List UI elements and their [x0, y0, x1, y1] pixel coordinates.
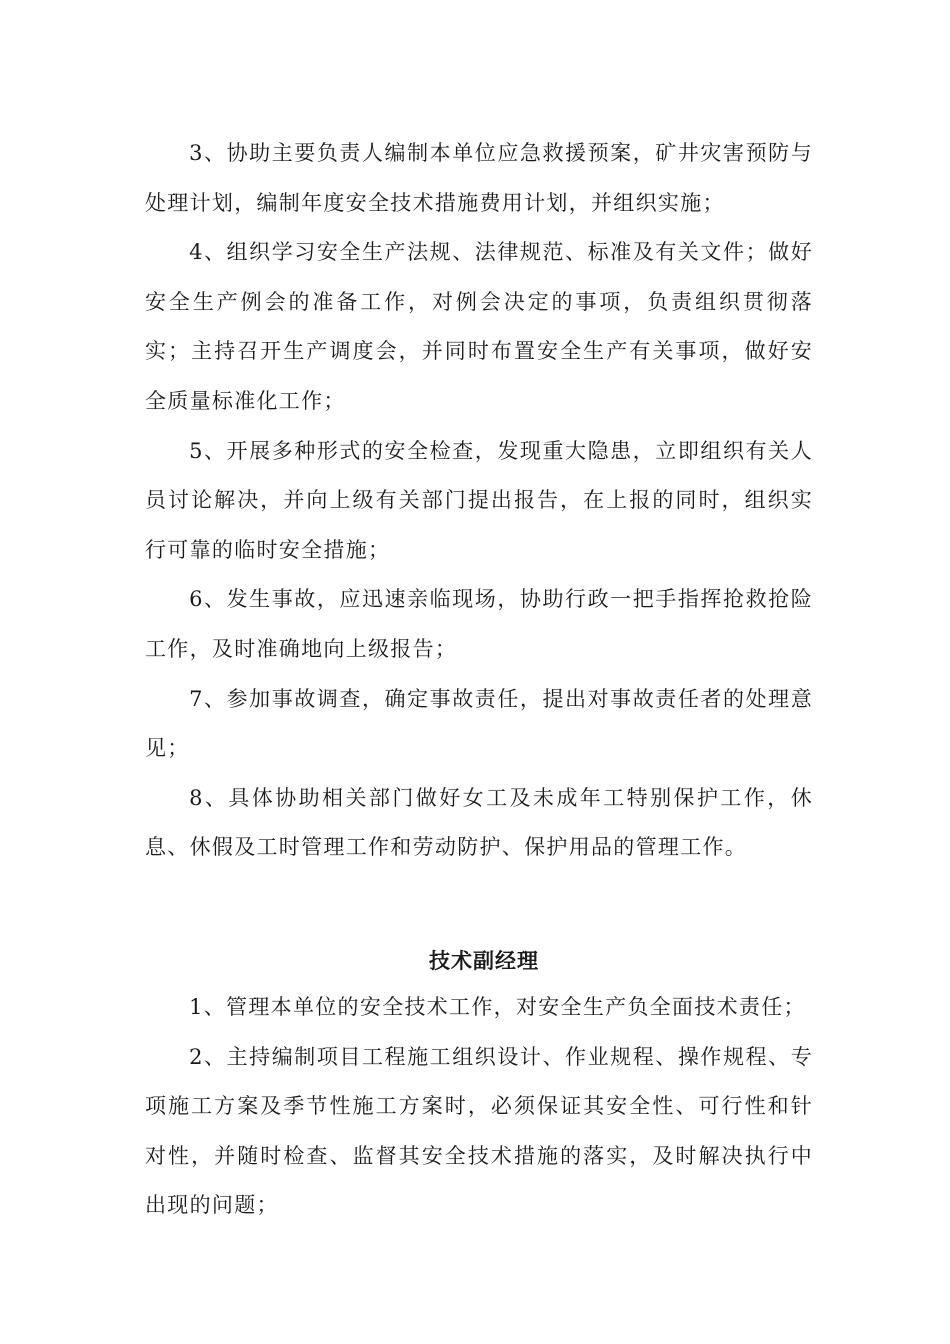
section-heading-technical-deputy-manager: 技术副经理: [429, 948, 539, 973]
tech-duty-item-1: 1、管理本单位的安全技术工作，对安全生产负全面技术责任；: [189, 994, 806, 1019]
duty-item-6: 6、发生事故，应迅速亲临现场，协助行政一把手指挥抢救抢险工作，及时准确地向上级报告；: [145, 587, 813, 661]
duty-item-3: 3、协助主要负责人编制本单位应急救援预案，矿井灾害预防与处理计划，编制年度安全技术措施费用计划，并组织实施；: [145, 141, 813, 215]
duty-item-4: 4、组织学习安全生产法规、法律规范、标准及有关文件；做好安全生产例会的准备工作，对例会决定的事项，负责组织贯彻落实；主持召开生产调度会，并同时布置安全生产有关事项，做好安全质量标准化工作；: [145, 240, 813, 413]
tech-duty-item-2: 2、主持编制项目工程施工组织设计、作业规程、操作规程、专项施工方案及季节性施工方案时，必须保证其安全性、可行性和针对性，并随时检查、监督其安全技术措施的落实，及时解决执行中出现的问题；: [145, 1044, 813, 1218]
duty-item-5: 5、开展多种形式的安全检查，发现重大隐患，立即组织有关人员讨论解决，并向上级有关部门提出报告，在上报的同时，组织实行可靠的临时安全措施；: [145, 438, 813, 562]
section-technical-deputy-manager: [145, 983, 813, 1231]
document-page: [145, 129, 813, 1231]
section-duties-continued: [145, 129, 813, 873]
duty-item-7: 7、参加事故调查，确定事故责任，提出对事故责任者的处理意见；: [145, 686, 813, 761]
duty-item-8: 8、具体协助相关部门做好女工及未成年工特别保护工作，休息、休假及工时管理工作和劳动防护、保护用品的管理工作。: [145, 785, 813, 860]
